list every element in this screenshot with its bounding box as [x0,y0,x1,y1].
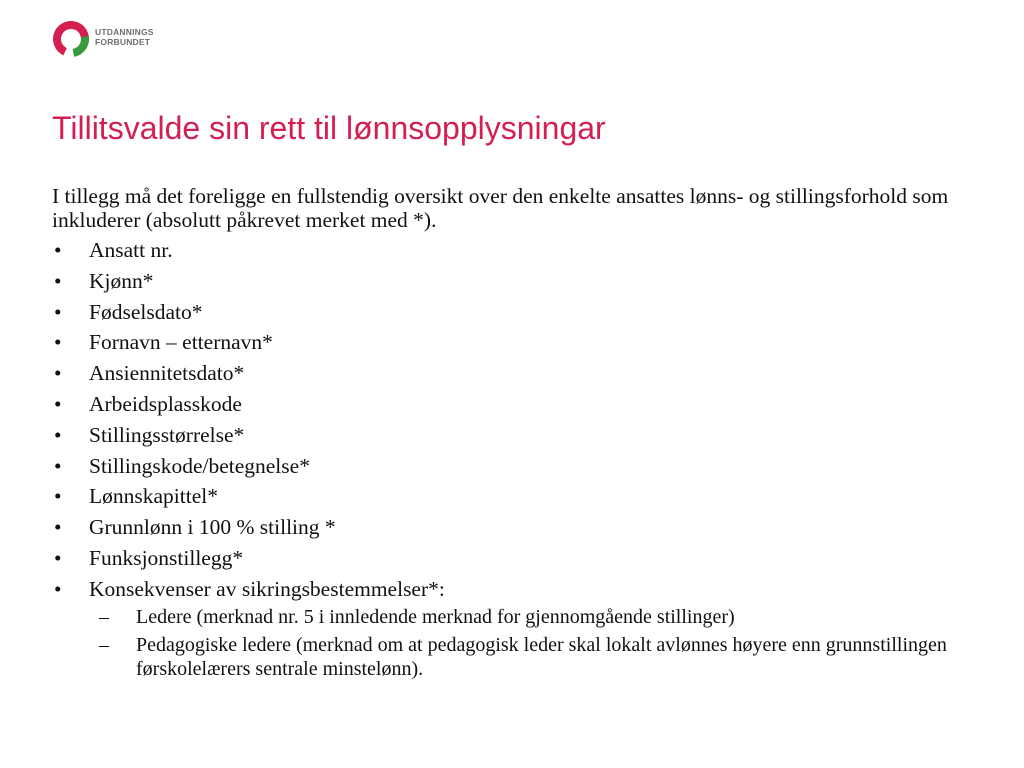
logo-ring-icon [52,20,90,58]
list-item-text: Arbeidsplasskode [89,391,242,416]
list-item [52,300,992,324]
bullet-icon: • [54,422,62,447]
list-item-text: Grunnlønn i 100 % stilling * [89,515,336,540]
bullet-icon: • [54,484,62,509]
list-item-text: Stillingsstørrelse* [89,422,245,447]
bullet-icon: • [54,453,62,478]
list-item-text: Funksjonstillegg* [89,545,244,570]
list-item-text: Ansiennitetsdato* [89,361,245,386]
list-item [52,238,992,262]
list-item [52,392,992,416]
bullet-icon: • [54,361,62,386]
bullet-icon: • [54,238,62,262]
list-item [52,546,992,570]
sub-list [99,605,992,681]
sub-list-item-text: Pedagogiske ledere (merknad om at pedagogisk leder skal lokalt avlønnes høyere enn grunnstillingen førskolelærers sentrale minstelønn). [136,633,947,680]
list-item [52,454,992,478]
bullet-icon: • [54,299,62,324]
page-title: Tillitsvalde sin rett til lønnsopplysningar [52,110,606,146]
sub-list-item [99,633,992,681]
list-item-text: Konsekvenser av sikringsbestemmelser*: [89,576,445,601]
logo-text [95,28,154,47]
intro-paragraph: I tillegg må det foreligge en fullstendig oversikt over den enkelte ansattes lønns- og stillingsforhold som inkluderer (absolutt påkrevet merket med *). [52,184,949,232]
bullet-icon: • [54,391,62,416]
logo-text-line2: FORBUNDET [95,36,151,47]
list-item [52,330,992,354]
list-item-text: Fødselsdato* [89,299,203,324]
list-item [52,269,992,293]
list-item [52,484,992,508]
list-item [52,577,992,681]
list-item-text: Fornavn – etternavn* [89,330,273,355]
list-item-text: Stillingskode/betegnelse* [89,453,310,478]
bullet-icon: • [54,330,62,355]
bullet-list [52,238,992,681]
bullet-icon: • [54,268,62,293]
list-item [52,361,992,385]
sub-list-item-text: Ledere (merknad nr. 5 i innledende merknad for gjennomgående stillinger) [136,605,735,628]
bullet-icon: • [54,515,62,540]
list-item [52,515,992,539]
bullet-icon: • [54,545,62,570]
list-item-text: Lønnskapittel* [89,484,218,509]
list-item-text: Ansatt nr. [89,238,173,262]
utdanningsforbundet-logo [52,20,182,60]
dash-icon: – [99,605,109,628]
sub-list-item [99,605,992,629]
logo-text-line1: UTDANNINGS [95,27,154,37]
dash-icon: – [99,633,109,656]
bullet-icon: • [54,576,62,601]
slide-body [52,184,992,688]
list-item-text: Kjønn* [89,268,154,293]
list-item [52,423,992,447]
